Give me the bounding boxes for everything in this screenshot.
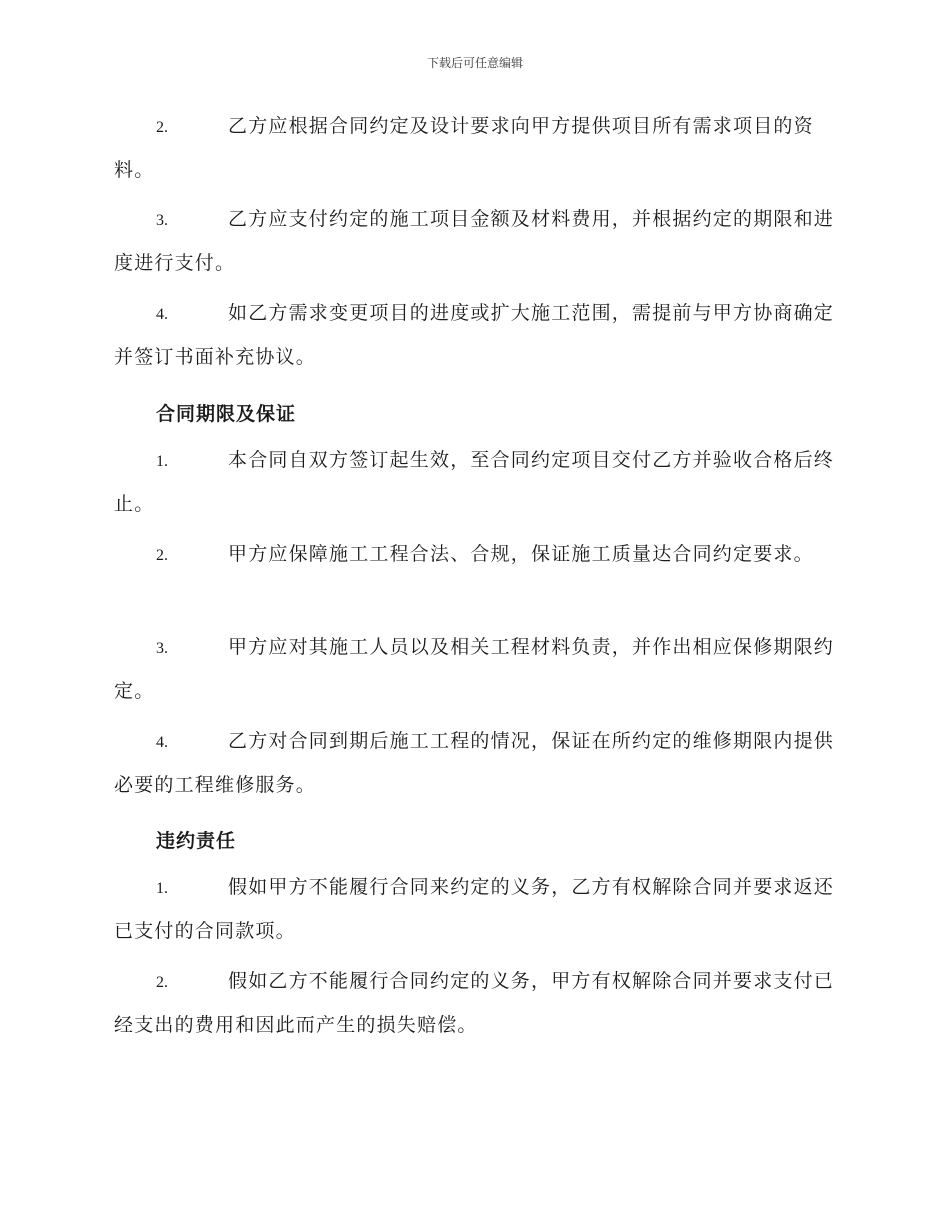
item-text: 乙方应根据合同约定及设计要求向甲方提供项目所有需求项目的资料。 bbox=[114, 115, 814, 181]
list-item bbox=[114, 720, 834, 807]
list-item bbox=[114, 292, 834, 379]
item-text: 乙方应支付约定的施工项目金额及材料费用，并根据约定的期限和进度进行支付。 bbox=[114, 208, 835, 274]
section-heading-term-guarantee: 合同期限及保证 bbox=[156, 403, 297, 425]
list-item bbox=[114, 533, 834, 577]
item-number: 2. bbox=[156, 119, 168, 136]
item-number: 2. bbox=[156, 547, 168, 564]
item-text: 假如甲方不能履行合同来约定的义务，乙方有权解除合同并要求返还已支付的合同款项。 bbox=[114, 876, 835, 942]
item-number: 4. bbox=[156, 734, 168, 751]
list-item bbox=[114, 439, 834, 526]
list-item bbox=[114, 105, 834, 192]
item-number: 1. bbox=[156, 880, 168, 897]
item-number: 2. bbox=[156, 974, 168, 991]
item-number: 4. bbox=[156, 306, 168, 323]
item-text: 甲方应保障施工工程合法、合规，保证施工质量达合同约定要求。 bbox=[228, 543, 814, 565]
item-text: 甲方应对其施工人员以及相关工程材料负责，并作出相应保修期限约定。 bbox=[114, 636, 835, 702]
item-text: 本合同自双方签订起生效，至合同约定项目交付乙方并验收合格后终止。 bbox=[114, 449, 835, 515]
item-number: 3. bbox=[156, 212, 168, 229]
page-header: 下载后可任意编辑 bbox=[426, 56, 523, 70]
list-item bbox=[114, 960, 834, 1047]
section-heading-breach-liability: 违约责任 bbox=[156, 830, 237, 852]
item-number: 3. bbox=[156, 640, 168, 657]
item-text: 乙方对合同到期后施工工程的情况，保证在所约定的维修期限内提供必要的工程维修服务。 bbox=[114, 730, 835, 796]
list-item bbox=[114, 198, 834, 285]
item-number: 1. bbox=[156, 453, 168, 470]
list-item bbox=[114, 866, 834, 953]
item-text: 假如乙方不能履行合同约定的义务，甲方有权解除合同并要求支付已经支出的费用和因此而产生的损失赔偿。 bbox=[114, 970, 835, 1036]
item-text: 如乙方需求变更项目的进度或扩大施工范围，需提前与甲方协商确定并签订书面补充协议。 bbox=[114, 302, 835, 368]
list-item bbox=[114, 626, 834, 713]
